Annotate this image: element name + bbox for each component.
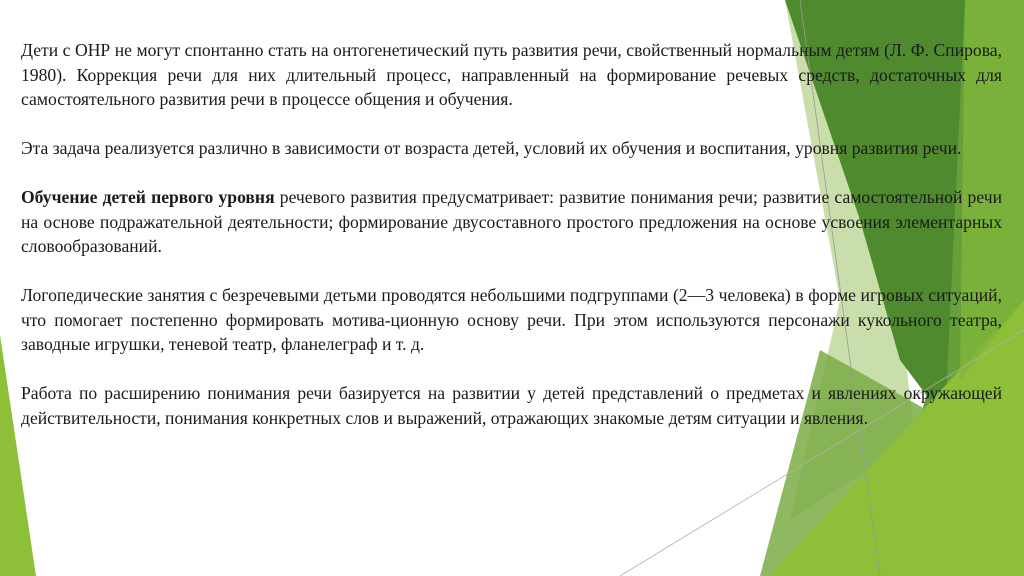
- paragraph-text: Дети с ОНР не могут спонтанно стать на онтогенетический путь развития речи, свойственный нормальным детям (Л. Ф. Спирова, 1980). Коррекция речи для них длительный процесс, направленный на формирование речевых средств, достаточных для самостоятельного развития речи в процессе общения и обучения.: [21, 40, 1002, 109]
- paragraph-text: Логопедические занятия с безречевыми детьми проводятся небольшими подгруппами (2—3 человека) в форме игровых ситуаций, что помогает постепенно формировать мотива-ционную основу речи. При этом используются персонажи кукольного театра, заводные игрушки, теневой театр, фланелеграф и т. д.: [21, 285, 1002, 354]
- slide-body: [21, 38, 1002, 455]
- paragraph-bold-lead: Обучение детей первого уровня: [21, 187, 275, 207]
- paragraph-text: Работа по расширению понимания речи базируется на развитии у детей представлений о предметах и явлениях окружающей действительности, понимания конкретных слов и выражений, отражающих знакомые детям ситуации и явления.: [21, 383, 1002, 428]
- paragraph-5: [21, 381, 1002, 430]
- paragraph-3: [21, 185, 1002, 259]
- paragraph-text: речевого развития предусматривает: развитие понимания речи; развитие самостоятельной речи на основе подражательной деятельности; формирование двусоставного простого предложения на основе усвоения элементарных словообразований.: [21, 187, 1002, 256]
- paragraph-4: [21, 283, 1002, 357]
- paragraph-2: [21, 136, 1002, 161]
- paragraph-1: [21, 38, 1002, 112]
- paragraph-text: Эта задача реализуется различно в зависимости от возраста детей, условий их обучения и воспитания, уровня развития речи.: [21, 138, 962, 158]
